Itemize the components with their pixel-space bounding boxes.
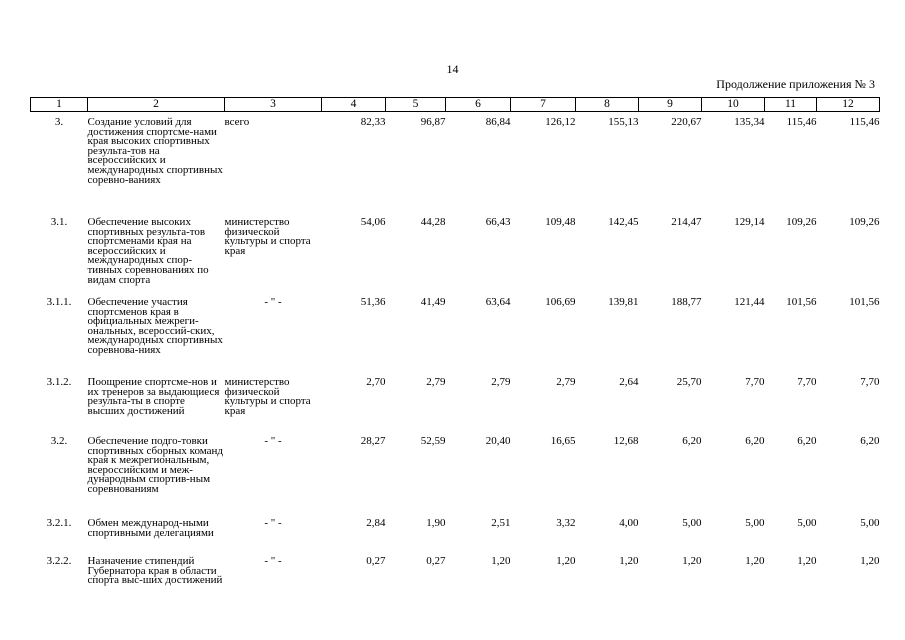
row-value: 54,06 [360, 216, 386, 228]
row-value: 86,84 [485, 116, 511, 128]
row-name: Обеспечение участия спортсменов края в официальных межреги-ональных, всероссий-ских, международных спортивных соревнова-ниях [87, 296, 223, 356]
row-value: 3,32 [556, 517, 576, 529]
continuation-label: Продолжение приложения № 3 [716, 77, 875, 91]
row-value: 1,90 [426, 517, 446, 529]
table-row [31, 431, 880, 513]
row-value: 25,70 [676, 376, 702, 388]
row-executor: - " - [264, 435, 282, 447]
row-value: 188,77 [671, 296, 702, 308]
row-value: 126,12 [545, 116, 576, 128]
budget-table [30, 97, 880, 609]
row-value: 66,43 [485, 216, 511, 228]
column-header: 7 [511, 98, 576, 112]
row-value: 1,20 [491, 555, 511, 567]
column-header: 3 [225, 98, 322, 112]
row-value: 5,00 [682, 517, 702, 529]
row-value: 6,20 [745, 435, 765, 447]
row-value: 1,20 [619, 555, 639, 567]
row-value: 6,20 [860, 435, 880, 447]
row-value: 155,13 [608, 116, 639, 128]
row-value: 121,44 [734, 296, 765, 308]
column-header: 4 [322, 98, 386, 112]
row-value: 129,14 [734, 216, 765, 228]
row-value: 44,28 [420, 216, 446, 228]
row-number: 3.2.1. [46, 517, 72, 529]
row-value: 142,45 [608, 216, 639, 228]
row-value: 109,26 [786, 216, 817, 228]
column-header: 11 [765, 98, 817, 112]
row-value: 0,27 [426, 555, 446, 567]
row-value: 82,33 [360, 116, 386, 128]
row-value: 5,00 [797, 517, 817, 529]
row-value: 6,20 [797, 435, 817, 447]
row-value: 12,68 [613, 435, 639, 447]
row-value: 41,49 [420, 296, 446, 308]
row-value: 7,70 [745, 376, 765, 388]
table-row [31, 551, 880, 609]
row-value: 2,84 [366, 517, 386, 529]
row-value: 106,69 [545, 296, 576, 308]
column-header: 10 [702, 98, 765, 112]
row-value: 1,20 [556, 555, 576, 567]
row-executor: министерство физической культуры и спорта края [224, 216, 311, 257]
row-value: 52,59 [420, 435, 446, 447]
column-header: 2 [88, 98, 225, 112]
row-name: Обеспечение высоких спортивных результа-тов спортсменами края на всероссийских и международных спор-тивных соревнованиях по видам спорта [87, 216, 209, 286]
row-value: 1,20 [682, 555, 702, 567]
row-name: Поощрение спортсме-нов и их тренеров за выдающиеся результа-ты в спорте высших достижений [87, 376, 220, 417]
row-number: 3.2. [50, 435, 68, 447]
row-value: 63,64 [485, 296, 511, 308]
row-name: Обмен международ-ными спортивными делегациями [87, 517, 214, 539]
row-value: 2,79 [556, 376, 576, 388]
row-number: 3.2.2. [46, 555, 72, 567]
row-number: 3.1. [50, 216, 68, 228]
column-header: 8 [576, 98, 639, 112]
row-value: 5,00 [745, 517, 765, 529]
row-value: 2,64 [619, 376, 639, 388]
row-executor: всего [224, 116, 250, 128]
row-value: 7,70 [797, 376, 817, 388]
row-value: 109,48 [545, 216, 576, 228]
row-name: Обеспечение подго-товки спортивных сборных команд края к межрегиональным, всероссийским и меж-дународным спортив-ным соревнованиям [87, 435, 224, 495]
column-header: 12 [817, 98, 880, 112]
row-value: 4,00 [619, 517, 639, 529]
row-value: 96,87 [420, 116, 446, 128]
row-executor: - " - [264, 517, 282, 529]
row-value: 109,26 [849, 216, 880, 228]
column-header: 6 [446, 98, 511, 112]
row-value: 115,46 [786, 116, 817, 128]
row-value: 135,34 [734, 116, 765, 128]
row-name: Назначение стипендий Губернатора края в области спорта выс-ших достижений [87, 555, 223, 587]
row-value: 2,79 [491, 376, 511, 388]
row-value: 139,81 [608, 296, 639, 308]
row-value: 101,56 [849, 296, 880, 308]
row-value: 1,20 [745, 555, 765, 567]
row-value: 5,00 [860, 517, 880, 529]
row-value: 6,20 [682, 435, 702, 447]
column-header: 5 [386, 98, 446, 112]
row-value: 2,79 [426, 376, 446, 388]
row-value: 16,65 [550, 435, 576, 447]
row-value: 2,70 [366, 376, 386, 388]
row-executor: министерство физической культуры и спорта края [224, 376, 311, 417]
row-number: 3. [54, 116, 64, 128]
table-row [31, 372, 880, 431]
row-value: 1,20 [797, 555, 817, 567]
row-value: 51,36 [360, 296, 386, 308]
row-value: 220,67 [671, 116, 702, 128]
row-value: 28,27 [360, 435, 386, 447]
table-row [31, 513, 880, 551]
table-row [31, 112, 880, 213]
row-number: 3.1.1. [46, 296, 72, 308]
table-row [31, 292, 880, 372]
column-header: 9 [639, 98, 702, 112]
row-number: 3.1.2. [46, 376, 72, 388]
row-executor: - " - [264, 555, 282, 567]
column-number-row [31, 98, 880, 112]
column-header: 1 [31, 98, 88, 112]
row-value: 2,51 [491, 517, 511, 529]
row-value: 7,70 [860, 376, 880, 388]
row-executor: - " - [264, 296, 282, 308]
row-value: 1,20 [860, 555, 880, 567]
page-number: 14 [446, 62, 459, 76]
row-value: 101,56 [786, 296, 817, 308]
row-value: 115,46 [849, 116, 880, 128]
table-row [31, 212, 880, 292]
row-value: 0,27 [366, 555, 386, 567]
row-value: 20,40 [485, 435, 511, 447]
row-name: Создание условий для достижения спортсме-нами края высоких спортивных результа-тов на всероссийских и международных спортивных соревно-ваниях [87, 116, 223, 186]
row-value: 214,47 [671, 216, 702, 228]
